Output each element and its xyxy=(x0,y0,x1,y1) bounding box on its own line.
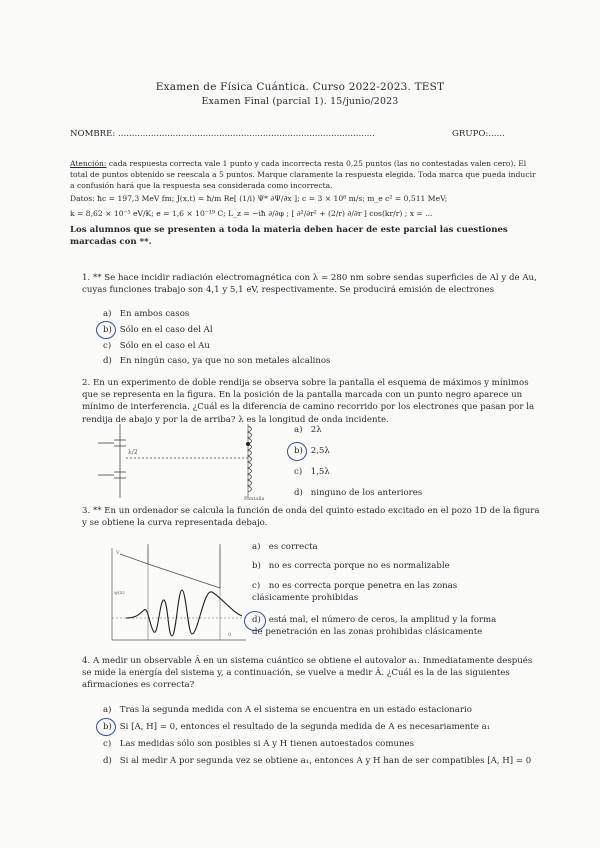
double-slit-figure xyxy=(98,420,278,502)
attention-text: cada respuesta correcta vale 1 punto y cada incorrecta resta 0,25 puntos (las no contestadas valen cero). El total de puntos obtenido se reescala a 5 puntos. Marque claramente la respuesta elegida. Toda marca que pueda inducir a confusión hará que la respuesta sea considerada como incorrecta. xyxy=(70,159,536,190)
attention-paragraph xyxy=(70,158,540,191)
question-number: 3. xyxy=(82,506,91,516)
q4-option-a[interactable]: a) Tras la segunda medida con Â el sistema se encuentra en un estado estacionario xyxy=(103,705,472,715)
q4-option-d[interactable]: d) Si al medir Â por segunda vez se obtiene a₁, entonces Â y Ĥ han de ser compatibles [Â, Ĥ] = 0 xyxy=(103,756,532,766)
well-wavefunction-figure xyxy=(108,540,250,648)
screen-label: Pantalla xyxy=(244,496,265,502)
q1-option-d[interactable]: d) En ningún caso, ya que no son metales alcalinos xyxy=(103,356,331,366)
question-number: 2. xyxy=(82,378,91,388)
q2-option-d[interactable]: d) ninguno de los anteriores xyxy=(294,488,423,498)
q4-option-c[interactable]: c) Las medidas sólo son posibles si Â y Ĥ tienen autoestados comunes xyxy=(103,739,415,749)
q3-option-b[interactable]: b) no es correcta porque no es normalizable xyxy=(252,561,450,571)
q1-option-a[interactable]: a) En ambos casos xyxy=(103,309,190,319)
selected-answer-mark xyxy=(96,321,116,339)
q1-option-b[interactable]: b) Sólo en el caso del Al xyxy=(103,325,213,335)
group-field: GRUPO:...... xyxy=(452,129,505,139)
question-text: ** En un ordenador se calcula la función de onda del quinto estado excitado en el pozo 1D de la figura y se obtiene la curva representada debajo. xyxy=(82,506,540,529)
well-label: V xyxy=(116,550,120,556)
question-text: A medir un observable Â en un sistema cuántico se obtiene el autovalor a₁. Inmediatamente después se mide la energía del sistema y, a continuación, se vuelve a medir Â. ¿Cuál es la de las siguientes afirmaciones es correcta? xyxy=(82,656,533,691)
question-2 xyxy=(82,377,540,426)
q1-option-c[interactable]: c) Sólo en el caso el Au xyxy=(103,341,210,351)
q4-option-b[interactable]: b) Si [Â, Ĥ] = 0, entonces el resultado de la segunda medida de Â es necesariamente a₁ xyxy=(103,722,491,732)
selected-answer-mark xyxy=(287,442,307,461)
exam-title: Examen de Física Cuántica. Curso 2022-2023. TEST xyxy=(155,81,445,93)
notice: Los alumnos que se presenten a toda la materia deben hacer de este parcial las cuestiones marcadas con **. xyxy=(70,225,508,248)
question-text: En un experimento de doble rendija se observa sobre la pantalla el esquema de máximos y mínimos que se representa en la figura. En la posición de la pantalla marcada con un punto negro aparece un mínimo de interferencia. ¿Cuál es la diferencia de camino recorrido por los electrones que pasan por la rendija de abajo y por la de arriba? λ es la longitud de onda incidente. xyxy=(82,378,535,425)
question-text: ** Se hace incidir radiación electromagnética con λ = 280 nm sobre sendas superficies de Al y de Au, cuyas funciones trabajo son 4,1 y 5,1 eV, respectivamente. Se producirá emisión de electrones xyxy=(82,273,537,296)
wavefunction-curve xyxy=(126,590,242,636)
axis-label: ψ(x) xyxy=(114,590,125,596)
question-4 xyxy=(82,655,540,692)
data-line-2: k = 8,62 × 10⁻⁵ eV/K; e = 1,6 × 10⁻¹⁹ C; L_z = −iħ ∂/∂φ ; [ ∂²/∂r² + (2/r) ∂/∂r ] cos(kr/r) ; x = ... xyxy=(70,209,433,218)
question-3 xyxy=(82,505,540,529)
marker-label: 0 xyxy=(228,632,232,638)
attention-label: Atención: xyxy=(70,159,107,168)
exam-subtitle: Examen Final (parcial 1). 15/junio/2023 xyxy=(201,96,399,107)
name-field: NOMBRE: .............................................................................................. xyxy=(70,129,375,139)
data-line-1: Datos: ħc = 197,3 MeV fm; J(x,t) = ħ/m Re[ (1/i) Ψ* ∂Ψ/∂x ]; c = 3 × 10⁸ m/s; m_e c² = 0,511 MeV; xyxy=(70,194,448,203)
q2-option-b[interactable]: b) 2,5λ xyxy=(294,446,330,456)
q3-option-c[interactable]: c) no es correcta porque penetra en las zonas clásicamente prohibidas xyxy=(252,581,458,604)
question-1 xyxy=(82,272,540,296)
q2-option-a[interactable]: a) 2λ xyxy=(294,425,322,435)
q3-option-d[interactable]: d) está mal, el número de ceros, la amplitud y la forma de penetración en las zonas prohibidas clásicamente xyxy=(252,615,497,638)
q3-option-a[interactable]: a) es correcta xyxy=(252,542,318,552)
q2-option-c[interactable]: c) 1,5λ xyxy=(294,467,330,477)
selected-answer-mark xyxy=(244,611,266,631)
selected-answer-mark xyxy=(96,718,116,736)
question-number: 4. xyxy=(82,656,91,666)
point-label: λ/2 xyxy=(128,449,138,456)
question-number: 1. xyxy=(82,273,91,283)
minimum-point xyxy=(246,442,250,446)
